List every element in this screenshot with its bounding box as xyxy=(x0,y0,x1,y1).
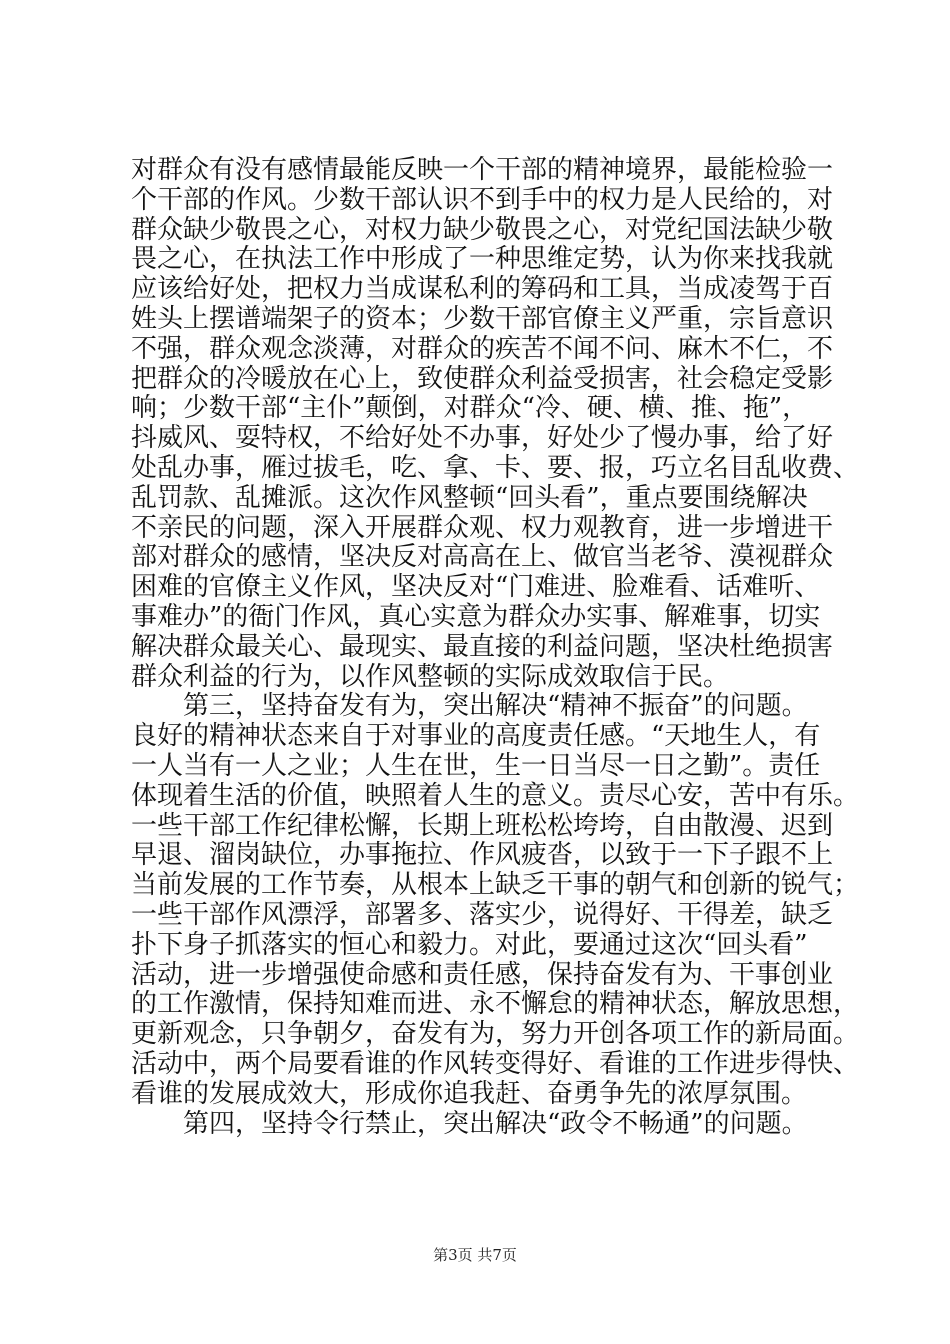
body-line: 看谁的发展成效大，形成你追我赶、奋勇争先的浓厚氛围。 xyxy=(131,1078,808,1109)
body-line: 群众缺少敬畏之心，对权力缺少敬畏之心，对党纪国法缺少敬 xyxy=(131,214,834,245)
body-line: 响；少数干部“主仆”颠倒，对群众“冷、硬、横、推、拖”， xyxy=(131,393,809,424)
body-line: 处乱办事，雁过拔毛，吃、拿、卡、要、报，巧立名目乱收费、 xyxy=(131,452,860,483)
body-line: 对群众有没有感情最能反映一个干部的精神境界，最能检验一 xyxy=(131,155,834,185)
page-number-label: 第3页 共7页 xyxy=(433,1246,517,1264)
body-line: 一些干部工作纪律松懈，长期上班松松垮垮，自由散漫、迟到 xyxy=(131,810,834,841)
body-line: 不亲民的问题，深入开展群众观、权力观教育，进一步增进干 xyxy=(131,512,834,543)
body-line: 解决群众最关心、最现实、最直接的利益问题，坚决杜绝损害 xyxy=(131,631,834,662)
body-line: 应该给好处，把权力当成谋私利的筹码和工具，当成凌驾于百 xyxy=(131,274,834,305)
body-line: 的工作激情，保持知难而进、永不懈怠的精神状态，解放思想， xyxy=(131,989,860,1020)
body-line: 活动中，两个局要看谁的作风转变得好、看谁的工作进步得快、 xyxy=(131,1048,860,1079)
body-line: 乱罚款、乱摊派。这次作风整顿“回头看”，重点要围绕解决 xyxy=(131,482,808,513)
body-line: 活动，进一步增强使命感和责任感，保持奋发有为、干事创业 xyxy=(131,959,834,990)
body-line: 扑下身子抓落实的恒心和毅力。对此，要通过这次“回头看” xyxy=(131,929,808,960)
body-line: 更新观念，只争朝夕，奋发有为，努力开创各项工作的新局面。 xyxy=(131,1019,860,1050)
body-line: 一些干部作风漂浮，部署多、落实少，说得好、干得差，缺乏 xyxy=(131,899,834,930)
body-line: 困难的官僚主义作风，坚决反对“门难进、脸难看、话难听、 xyxy=(131,572,821,603)
body-line: 群众利益的行为，以作风整顿的实际成效取信于民。 xyxy=(131,661,730,692)
body-line: 一人当有一人之业；人生在世，生一日当尽一日之勤”。责任 xyxy=(131,750,821,781)
paragraph-start-line: 第三，坚持奋发有为，突出解决“精神不振奋”的问题。 xyxy=(183,691,808,722)
body-line: 不强，群众观念淡薄，对群众的疾苦不闻不问、麻木不仁，不 xyxy=(131,333,834,364)
body-line: 姓头上摆谱端架子的资本；少数干部官僚主义严重，宗旨意识 xyxy=(131,303,834,334)
document-body xyxy=(131,155,860,1139)
paragraph-start-line: 第四，坚持令行禁止，突出解决“政令不畅通”的问题。 xyxy=(183,1108,808,1139)
body-line: 当前发展的工作节奏，从根本上缺乏干事的朝气和创新的锐气； xyxy=(131,870,860,901)
body-line: 畏之心，在执法工作中形成了一种思维定势，认为你来找我就 xyxy=(131,244,834,275)
body-line: 抖威风、耍特权，不给好处不办事，好处少了慢办事，给了好 xyxy=(131,423,834,454)
body-line: 部对群众的感情，坚决反对高高在上、做官当老爷、漠视群众 xyxy=(131,542,834,573)
page-footer xyxy=(0,1245,950,1265)
body-line: 早退、溜岗缺位，办事拖拉、作风疲沓，以致于一下子跟不上 xyxy=(131,840,834,871)
body-line: 良好的精神状态来自于对事业的高度责任感。“天地生人，有 xyxy=(131,721,821,752)
body-line: 把群众的冷暖放在心上，致使群众利益受损害，社会稳定受影 xyxy=(131,363,834,394)
body-line: 体现着生活的价值，映照着人生的意义。责尽心安，苦中有乐。 xyxy=(131,780,860,811)
body-line: 事难办”的衙门作风，真心实意为群众办实事、解难事，切实 xyxy=(131,601,821,632)
body-line: 个干部的作风。少数干部认识不到手中的权力是人民给的，对 xyxy=(131,184,834,215)
